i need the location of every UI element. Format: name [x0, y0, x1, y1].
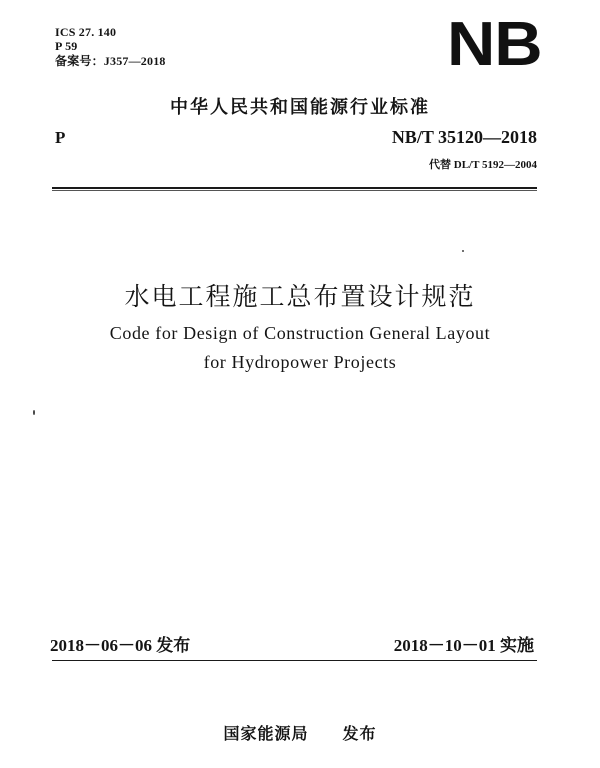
issue-date: 2018－06－06 发布 [50, 636, 191, 655]
bottom-divider [52, 660, 537, 661]
top-divider-thin [52, 190, 537, 191]
implementation-date: 2018－10－01 实施 [393, 636, 534, 655]
top-divider [52, 187, 537, 189]
standard-category: P [55, 128, 66, 147]
publisher: 国家能源局 发布 [223, 724, 377, 743]
nb-logo: NB [447, 10, 542, 79]
replaces-standard: 代替 DL/T 5192—2004 [429, 159, 537, 171]
title-english-line-1: Code for Design of Construction General Layout [109, 323, 491, 343]
classification-code: P 59 [55, 39, 78, 53]
standard-number: NB/T 35120—2018 [391, 127, 537, 147]
title-chinese: 水电工程施工总布置设计规范 [124, 282, 476, 311]
standard-authority: 中华人民共和国能源行业标准 [170, 97, 430, 118]
scan-speck [462, 250, 464, 252]
title-english-line-2: for Hydropower Projects [203, 352, 397, 372]
ics-code: ICS 27. 140 [55, 25, 117, 39]
record-number: 备案号：J357—2018 [55, 54, 166, 68]
scan-speck [33, 410, 35, 415]
